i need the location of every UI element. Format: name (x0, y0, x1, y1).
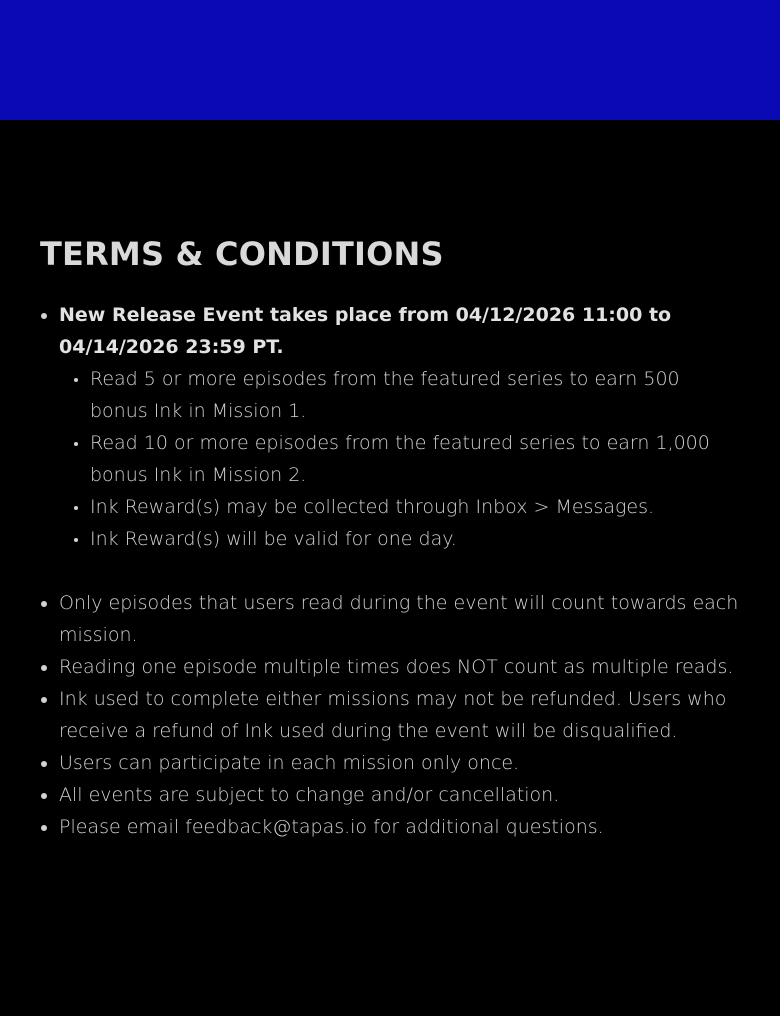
terms-item: Ink used to complete either missions may not be refunded. Users who receive a refund of Ink used during the event will be disqualified. (40, 683, 740, 747)
terms-title: TERMS & CONDITIONS (40, 235, 444, 273)
terms-list (40, 299, 740, 843)
terms-item: Users can participate in each mission only once. (40, 747, 740, 779)
event-detail-item: Read 5 or more episodes from the featured series to earn 500 bonus Ink in Mission 1. (90, 363, 740, 427)
list-spacer (59, 555, 740, 587)
terms-item-contact: Please email feedback@tapas.io for additional questions. (40, 811, 740, 843)
event-detail-item: Ink Reward(s) will be valid for one day. (90, 523, 740, 555)
header-banner (0, 0, 780, 120)
terms-item: Only episodes that users read during the event will count towards each mission. (40, 587, 740, 651)
terms-item: Reading one episode multiple times does NOT count as multiple reads. (40, 651, 740, 683)
event-period-text: New Release Event takes place from 04/12/2026 11:00 to 04/14/2026 23:59 PT. (59, 304, 672, 358)
terms-item: All events are subject to change and/or cancellation. (40, 779, 740, 811)
terms-item-event-period (40, 299, 740, 587)
event-detail-item: Read 10 or more episodes from the featured series to earn 1,000 bonus Ink in Mission 2. (90, 427, 740, 491)
terms-section (0, 120, 780, 843)
event-detail-item: Ink Reward(s) may be collected through Inbox > Messages. (90, 491, 740, 523)
event-details-list (59, 363, 740, 555)
